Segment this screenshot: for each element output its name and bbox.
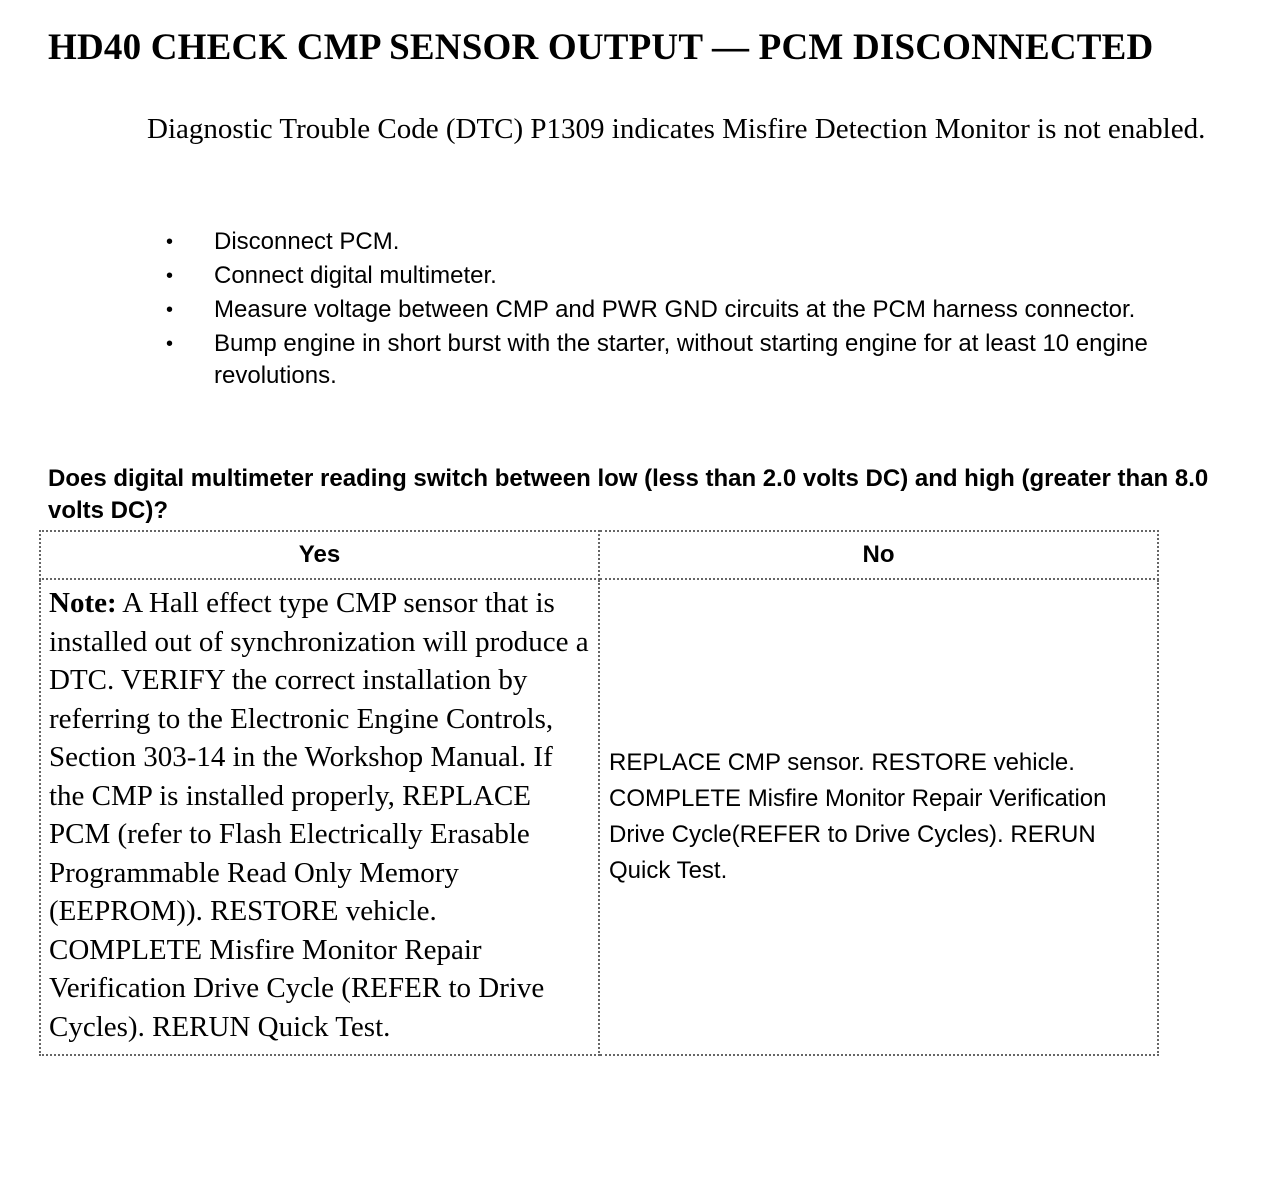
bullet-icon: • — [166, 265, 174, 287]
test-question: Does digital multimeter reading switch between low (less than 2.0 volts DC) and high (greater than 8.0 volts DC)? — [48, 465, 1209, 524]
note-label: Note: — [49, 587, 117, 619]
dtc-description: Diagnostic Trouble Code (DTC) P1309 indicates Misfire Detection Monitor is not enabled. — [147, 113, 1206, 145]
procedure-steps — [148, 226, 1228, 394]
table-header-row — [40, 531, 1158, 579]
step-text: Measure voltage between CMP and PWR GND circuits at the PCM harness connector. — [214, 296, 1136, 323]
no-action-text: REPLACE CMP sensor. RESTORE vehicle. COMPLETE Misfire Monitor Repair Verification Drive Cycle(REFER to Drive Cycles). RERUN Quick Test. — [609, 749, 1107, 884]
step-item — [148, 294, 1228, 326]
result-table — [39, 530, 1159, 1056]
step-item — [148, 260, 1228, 292]
step-text: Connect digital multimeter. — [214, 262, 497, 289]
bullet-icon: • — [166, 299, 174, 321]
page-title: HD40 CHECK CMP SENSOR OUTPUT — PCM DISCONNECTED — [48, 27, 1154, 68]
yes-action-text: A Hall effect type CMP sensor that is installed out of synchronization will produce a DTC. VERIFY the correct installation by referring to the Electronic Engine Controls, Section 303-14 in the Workshop Manual. If the CMP is installed properly, REPLACE PCM (refer to Flash Electrically Erasable Programmable Read Only Memory (EEPROM)). RESTORE vehicle. COMPLETE Misfire Monitor Repair Verification Drive Cycle (REFER to Drive Cycles). RERUN Quick Test. — [49, 587, 589, 1043]
bullet-icon: • — [166, 231, 174, 253]
step-text: Bump engine in short burst with the starter, without starting engine for at least 10 engine revolutions. — [214, 330, 1148, 389]
no-column-header: No — [599, 531, 1158, 579]
step-item — [148, 226, 1228, 258]
step-item — [148, 328, 1228, 392]
table-row — [40, 579, 1158, 1055]
bullet-icon: • — [166, 333, 174, 355]
step-text: Disconnect PCM. — [214, 228, 400, 255]
no-action-cell — [599, 579, 1158, 1055]
yes-column-header: Yes — [40, 531, 599, 579]
yes-action-cell — [40, 579, 599, 1055]
